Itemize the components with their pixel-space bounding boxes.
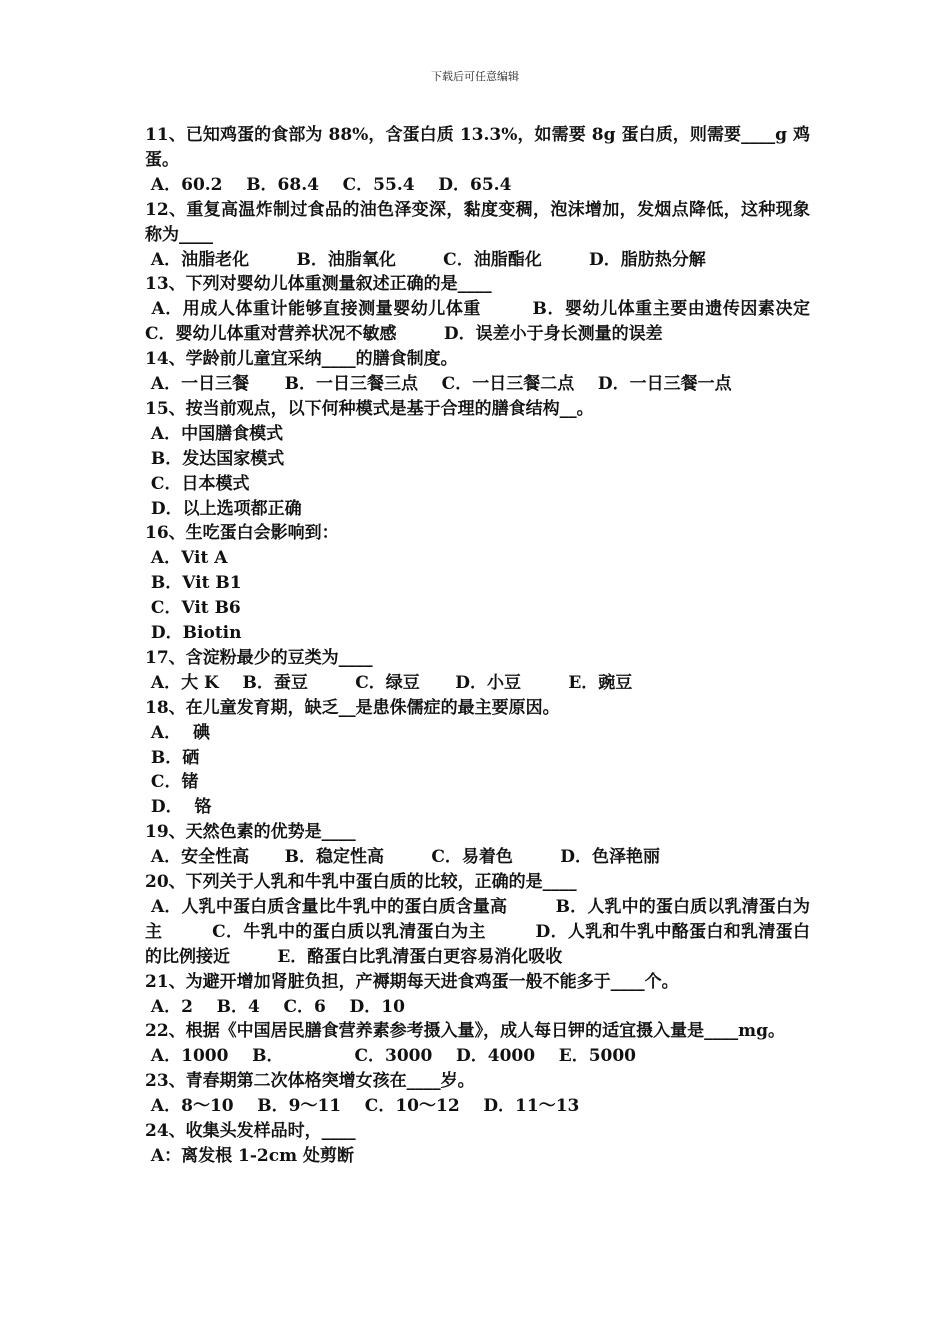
question-item: [145, 521, 810, 645]
question-item: [145, 970, 810, 1020]
question-option: D．以上选项都正确: [145, 498, 302, 519]
question-stem: 19、天然色素的优势是____: [145, 822, 356, 843]
question-option: D． 铬: [145, 797, 212, 818]
question-stem: 15、按当前观点，以下何种模式是基于合理的膳食结构__。: [145, 398, 594, 419]
question-item: [145, 646, 810, 696]
question-item: [145, 347, 810, 397]
question-options: A．8～10 B．9～11 C．10～12 D．11～13: [145, 1096, 580, 1117]
question-stem: 22、根据《中国居民膳食营养素参考摄入量》，成人每日钾的适宜摄入量是____mg。: [145, 1021, 786, 1042]
question-option: A．Vit A: [145, 548, 228, 569]
question-stem: 24、收集头发样品时，____: [145, 1121, 356, 1142]
question-options: A．安全性高 B．稳定性高 C．易着色 D．色泽艳丽: [145, 847, 660, 868]
question-item: [145, 198, 810, 273]
question-stem: 11、已知鸡蛋的食部为 88%，含蛋白质 13.3%，如需要 8g 蛋白质，则需要____g 鸡蛋。: [145, 125, 810, 170]
question-item: [145, 272, 858, 347]
question-stem: 20、下列关于人乳和牛乳中蛋白质的比较，正确的是____: [145, 872, 577, 892]
question-options: A．人乳中蛋白质含量比牛乳中的蛋白质含量高 B．人乳中的蛋白质以乳清蛋白为主 C．牛乳中的蛋白质以乳清蛋白为主 D．人乳和牛乳中酪蛋白和乳清蛋白的比例接近 E．酪蛋白比乳清蛋白更容易消化吸收: [145, 896, 810, 967]
question-options: A．大 K B．蚕豆 C．绿豆 D．小豆 E．豌豆: [145, 672, 633, 693]
question-stem: 16、生吃蛋白会影响到：: [145, 523, 339, 544]
question-option: A． 碘: [145, 722, 210, 743]
question-item: [145, 1069, 810, 1119]
question-option: B．发达国家模式: [145, 448, 285, 469]
question-option: C．锗: [145, 772, 199, 793]
question-item: [145, 123, 810, 198]
question-item: [145, 870, 810, 970]
question-option: A．中国膳食模式: [145, 423, 284, 444]
page-header: 下载后可任意编辑: [431, 70, 519, 83]
question-option: B．硒: [145, 747, 200, 768]
question-options: A．油脂老化 B．油脂氧化 C．油脂酯化 D．脂肪热分解: [145, 249, 706, 270]
question-item: [145, 820, 810, 870]
question-options: A．60.2 B．68.4 C．55.4 D．65.4: [145, 174, 512, 195]
question-stem: 21、为避开增加肾脏负担，产褥期每天进食鸡蛋一般不能多于____个。: [145, 971, 679, 992]
question-list: [145, 123, 858, 1169]
question-option: A：离发根 1-2cm 处剪断: [145, 1145, 354, 1166]
question-options: A．2 B．4 C．6 D．10: [145, 996, 405, 1017]
question-options: A．一日三餐 B．一日三餐三点 C．一日三餐二点 D．一日三餐一点: [145, 374, 732, 395]
question-stem: 14、学龄前儿童宜采纳____的膳食制度。: [145, 349, 458, 370]
question-item: [145, 1119, 810, 1169]
question-item: [145, 1019, 810, 1069]
question-option: C．Vit B6: [145, 598, 241, 619]
question-item: [145, 397, 810, 521]
question-stem: 12、重复高温炸制过食品的油色泽变深，黏度变稠，泡沫增加，发烟点降低，这种现象称为____: [145, 199, 810, 245]
question-stem: 18、在儿童发育期，缺乏__是患侏儒症的最主要原因。: [145, 697, 560, 718]
question-stem: 17、含淀粉最少的豆类为____: [145, 647, 373, 668]
question-option: C．日本模式: [145, 473, 250, 494]
question-option: D．Biotin: [145, 623, 242, 644]
question-stem: 13、下列对婴幼儿体重测量叙述正确的是____: [145, 274, 492, 295]
question-item: [145, 696, 810, 820]
question-stem: 23、青春期第二次体格突增女孩在____岁。: [145, 1071, 475, 1092]
question-options: A．用成人体重计能够直接测量婴幼儿体重 B．婴幼儿体重主要由遗传因素决定 C．婴幼儿体重对营养状况不敏感 D．误差小于身长测量的误差: [145, 299, 858, 345]
question-option: B．Vit B1: [145, 573, 242, 594]
question-options: A．1000 B． C．3000 D．4000 E．5000: [145, 1046, 637, 1067]
